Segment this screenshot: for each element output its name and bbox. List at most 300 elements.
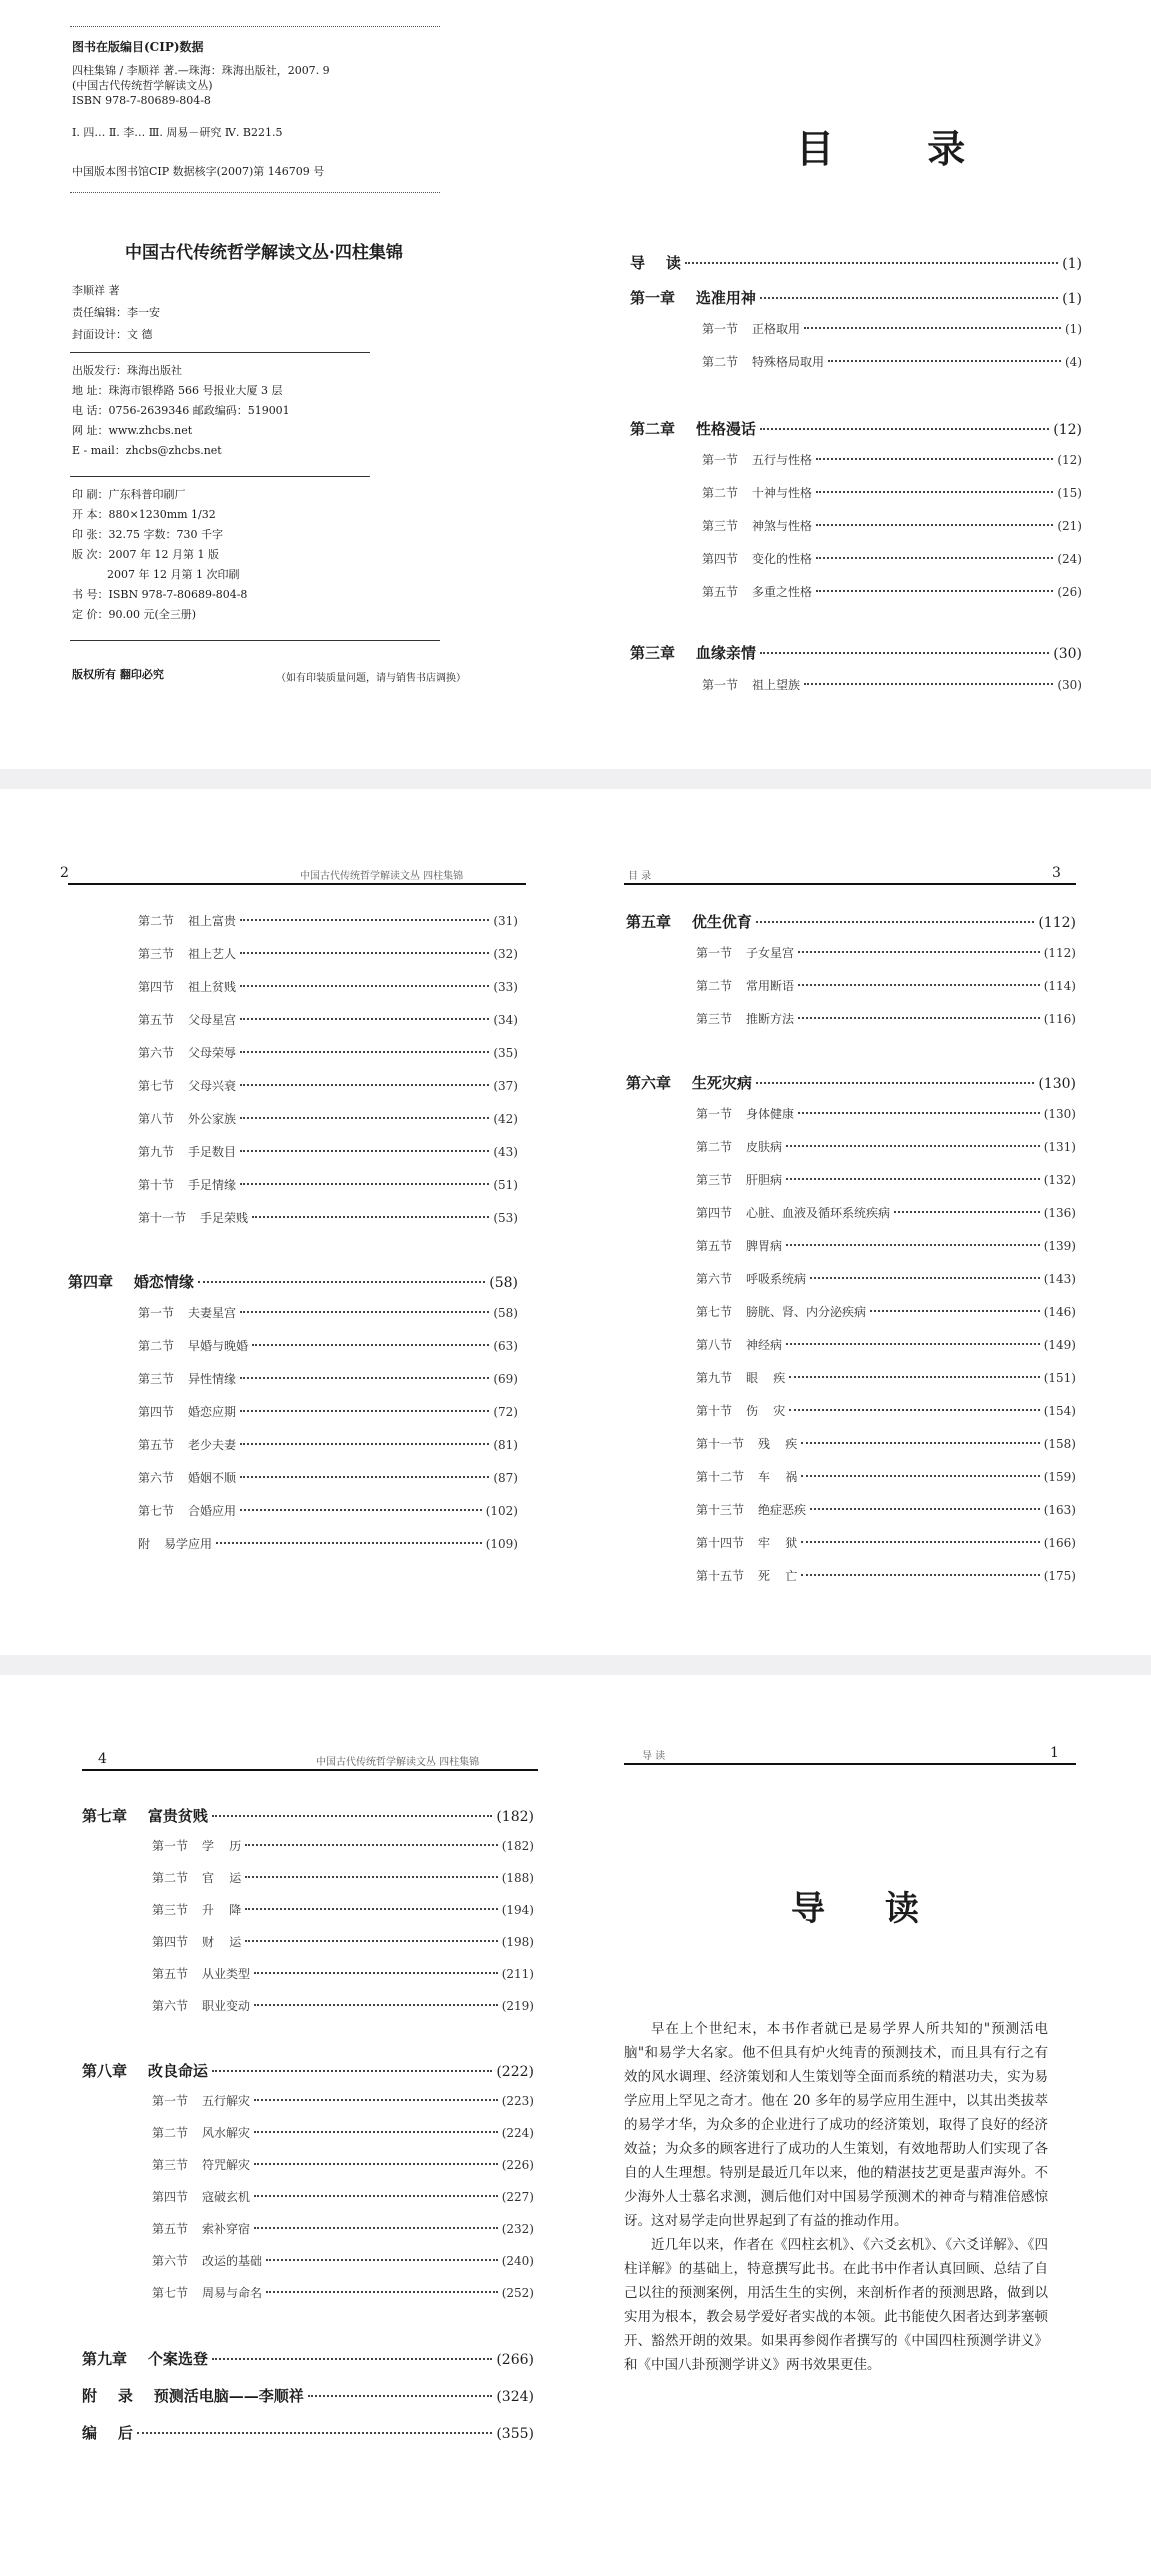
section-number: 第二节 xyxy=(152,2126,189,2140)
leader-dots xyxy=(801,1541,1039,1543)
entry-label: 第二章 性格漫话 xyxy=(630,420,756,438)
toc-section-entry xyxy=(696,1435,1076,1452)
page-ref: (149) xyxy=(1043,1338,1076,1352)
entry-title xyxy=(138,1077,236,1094)
page-ref: (51) xyxy=(493,1178,518,1192)
section-number: 第三节 xyxy=(152,1903,189,1917)
leader-dots xyxy=(804,683,1053,685)
leader-dots xyxy=(216,1542,482,1544)
entry-label: 第七章 富贵贫贱 xyxy=(82,1807,208,1825)
leader-dots xyxy=(240,1051,489,1053)
section-number: 第五节 xyxy=(152,1967,189,1981)
entry-title xyxy=(696,977,794,994)
entry-label: 多重之性格 xyxy=(752,585,813,599)
toc-section-entry xyxy=(696,1010,1076,1027)
entry-label: 索补穿宿 xyxy=(202,2222,251,2236)
toc-page-2 xyxy=(0,789,575,1655)
entry-label: 老少夫妻 xyxy=(188,1438,237,1452)
leader-dots xyxy=(756,921,1034,923)
toc-section-entry xyxy=(702,676,1082,693)
page-ref: (87) xyxy=(493,1471,518,1485)
entry-title xyxy=(152,1997,250,2014)
leader-dots xyxy=(798,1017,1040,1019)
entry-title xyxy=(630,287,756,308)
book-title: 中国古代传统哲学解读文丛·四柱集锦 xyxy=(125,243,403,263)
toc-section-entry xyxy=(138,1337,518,1354)
toc-section-entry xyxy=(696,1204,1076,1221)
toc-section-entry xyxy=(696,1567,1076,1584)
entry-title xyxy=(702,451,812,468)
page-ref: (4) xyxy=(1065,355,1082,369)
leader-dots xyxy=(816,524,1053,526)
section-number: 第三节 xyxy=(696,1012,733,1026)
running-header: 目 录 xyxy=(628,871,652,882)
section-number: 第二节 xyxy=(138,914,175,928)
toc-section-entry xyxy=(138,1469,518,1486)
page-ref: (43) xyxy=(493,1145,518,1159)
page-ref: (81) xyxy=(493,1438,518,1452)
entry-label: 职业变动 xyxy=(202,1999,251,2013)
leader-dots xyxy=(240,1476,489,1478)
page-ref: (182) xyxy=(501,1839,534,1853)
page-ref: (136) xyxy=(1043,1206,1076,1220)
entry-label: 祖上富贵 xyxy=(188,914,237,928)
leader-dots xyxy=(245,1876,497,1878)
leader-dots xyxy=(240,1410,489,1412)
toc-section-entry xyxy=(152,1901,534,1918)
spread-2 xyxy=(0,789,1151,1655)
toc-section-entry xyxy=(152,2284,534,2301)
entry-title xyxy=(702,353,824,370)
toc-section-entry xyxy=(138,1044,518,1061)
section-number: 第一节 xyxy=(702,322,739,336)
entry-label: 婚恋应期 xyxy=(188,1405,237,1419)
entry-label: 眼 疾 xyxy=(746,1371,786,1385)
leader-dots xyxy=(240,1018,489,1020)
leader-dots xyxy=(798,984,1040,986)
toc-section-entry xyxy=(702,320,1082,337)
entry-title xyxy=(630,252,681,273)
page-ref: (32) xyxy=(493,947,518,961)
toc-section-entry xyxy=(152,2156,534,2173)
cip-header: 图书在版编目(CIP)数据 xyxy=(72,40,204,54)
leader-dots xyxy=(212,2358,492,2360)
entry-label: 祖上望族 xyxy=(752,678,801,692)
page-ref: (224) xyxy=(501,2126,534,2140)
entry-title xyxy=(138,1370,236,1387)
page-ref: (194) xyxy=(501,1903,534,1917)
section-number: 第十四节 xyxy=(696,1536,745,1550)
toc-chapter-entry xyxy=(82,2422,534,2443)
leader-dots xyxy=(816,458,1053,460)
entry-label: 编 后 xyxy=(82,2424,133,2442)
entry-label: 手足情缘 xyxy=(188,1178,237,1192)
toc-section-entry xyxy=(702,353,1082,370)
leader-dots xyxy=(789,1409,1039,1411)
page-number: 1 xyxy=(1050,1745,1059,1761)
entry-title xyxy=(696,1336,782,1353)
print-line: 2007 年 12 月第 1 次印刷 xyxy=(72,568,240,581)
page-ref: (151) xyxy=(1043,1371,1076,1385)
leader-dots xyxy=(804,327,1061,329)
toc-section-entry xyxy=(696,1336,1076,1353)
entry-title xyxy=(630,642,756,663)
entry-title xyxy=(696,1534,797,1551)
page-ref: (226) xyxy=(501,2158,534,2172)
page-ref: (166) xyxy=(1043,1536,1076,1550)
entry-title xyxy=(702,676,800,693)
leader-dots xyxy=(240,1509,482,1511)
toc-section-entry xyxy=(152,2092,534,2109)
toc-chapter-entry xyxy=(630,642,1082,663)
toc-section-entry xyxy=(696,1171,1076,1188)
entry-label: 外公家族 xyxy=(188,1112,237,1126)
entry-title xyxy=(138,1110,236,1127)
leader-dots xyxy=(760,428,1049,430)
entry-label: 心脏、血液及循环系统疾病 xyxy=(746,1206,891,1220)
toc-section-entry xyxy=(152,2124,534,2141)
section-number: 第五节 xyxy=(702,585,739,599)
toc-section-entry xyxy=(696,1534,1076,1551)
page-ref: (12) xyxy=(1053,422,1082,438)
section-number: 第三节 xyxy=(702,519,739,533)
page-ref: (227) xyxy=(501,2190,534,2204)
leader-dots xyxy=(786,1244,1040,1246)
section-number: 第六节 xyxy=(138,1471,175,1485)
leader-dots xyxy=(212,1815,492,1817)
leader-dots xyxy=(786,1178,1040,1180)
entry-title xyxy=(82,2422,133,2443)
entry-title xyxy=(702,484,812,501)
leader-dots xyxy=(801,1442,1039,1444)
toc-page-3 xyxy=(576,789,1151,1655)
entry-title xyxy=(702,320,800,337)
entry-label: 呼吸系统病 xyxy=(746,1272,807,1286)
toc-chapter-entry xyxy=(630,287,1082,308)
entry-label: 五行解灾 xyxy=(202,2094,251,2108)
entry-title xyxy=(82,1805,208,1826)
toc-chapter-entry xyxy=(626,911,1076,932)
toc-section-entry xyxy=(696,1369,1076,1386)
section-number: 第四节 xyxy=(138,980,175,994)
section-number: 第五节 xyxy=(696,1239,733,1253)
page-ref: (26) xyxy=(1057,585,1082,599)
entry-label: 变化的性格 xyxy=(752,552,813,566)
intro-page xyxy=(576,1675,1151,2575)
page-ref: (130) xyxy=(1043,1107,1076,1121)
toc-section-entry xyxy=(696,1402,1076,1419)
toc-chapter-entry xyxy=(82,2348,534,2369)
toc-section-entry xyxy=(696,1501,1076,1518)
leader-dots xyxy=(308,2395,493,2397)
entry-label: 第五章 优生优育 xyxy=(626,913,752,931)
page-ref: (72) xyxy=(493,1405,518,1419)
section-number: 第九节 xyxy=(138,1145,175,1159)
page-ref: (158) xyxy=(1043,1437,1076,1451)
section-number: 第一节 xyxy=(152,2094,189,2108)
entry-title xyxy=(696,1567,797,1584)
spread-3 xyxy=(0,1675,1151,2575)
entry-label: 特殊格局取用 xyxy=(752,355,825,369)
page-ref: (58) xyxy=(489,1275,518,1291)
entry-title xyxy=(138,912,236,929)
page-ref: (355) xyxy=(496,2426,534,2442)
toc-chapter-entry xyxy=(82,2385,534,2406)
page-number: 4 xyxy=(98,1751,107,1767)
entry-title xyxy=(138,1176,236,1193)
entry-label: 牢 狱 xyxy=(758,1536,798,1550)
entry-label: 第三章 血缘亲情 xyxy=(630,644,756,662)
page-ref: (146) xyxy=(1043,1305,1076,1319)
page-ref: (1) xyxy=(1065,322,1082,336)
entry-title xyxy=(696,1171,782,1188)
entry-title xyxy=(696,1204,890,1221)
section-number: 第十节 xyxy=(696,1404,733,1418)
entry-label: 十神与性格 xyxy=(752,486,813,500)
leader-dots xyxy=(254,2227,498,2229)
entry-label: 第八章 改良命运 xyxy=(82,2062,208,2080)
leader-dots xyxy=(212,2070,492,2072)
page-ref: (223) xyxy=(501,2094,534,2108)
page-ref: (109) xyxy=(485,1537,518,1551)
entry-label: 常用断语 xyxy=(746,979,795,993)
page-ref: (163) xyxy=(1043,1503,1076,1517)
section-number: 第五节 xyxy=(138,1438,175,1452)
entry-title xyxy=(696,1501,806,1518)
section-number: 第三节 xyxy=(152,2158,189,2172)
rights-notice: 版权所有 翻印必究 xyxy=(72,668,164,681)
entry-title xyxy=(138,1143,236,1160)
toc-chapter-entry xyxy=(82,1805,534,1826)
leader-dots xyxy=(245,1908,497,1910)
page-ref: (21) xyxy=(1057,519,1082,533)
toc-page-4 xyxy=(0,1675,575,2575)
leader-dots xyxy=(789,1376,1039,1378)
page-ref: (143) xyxy=(1043,1272,1076,1286)
cip-line: 四柱集锦 / 李顺祥 著.—珠海：珠海出版社，2007. 9 xyxy=(72,64,330,77)
entry-title xyxy=(696,1010,794,1027)
entry-label: 官 运 xyxy=(202,1871,242,1885)
running-header: 中国古代传统哲学解读文丛 四柱集锦 xyxy=(300,871,464,882)
toc-section-entry xyxy=(138,945,518,962)
toc-section-entry xyxy=(138,1304,518,1321)
page-ref: (240) xyxy=(501,2254,534,2268)
entry-label: 神煞与性格 xyxy=(752,519,813,533)
cip-line: 中国版本图书馆CIP 数据核字(2007)第 146709 号 xyxy=(72,165,325,178)
page-ref: (35) xyxy=(493,1046,518,1060)
toc-section-entry xyxy=(138,1110,518,1127)
page-ref: (159) xyxy=(1043,1470,1076,1484)
page-ref: (69) xyxy=(493,1372,518,1386)
section-number: 第四节 xyxy=(152,1935,189,1949)
entry-label: 手足荣贱 xyxy=(200,1211,249,1225)
leader-dots xyxy=(254,1972,498,1974)
toc-section-entry xyxy=(138,1502,518,1519)
entry-title xyxy=(152,2188,250,2205)
entry-label: 周易与命名 xyxy=(202,2286,263,2300)
entry-title xyxy=(696,1138,782,1155)
entry-title xyxy=(152,2252,262,2269)
entry-label: 符咒解灾 xyxy=(202,2158,251,2172)
page-ref: (33) xyxy=(493,980,518,994)
toc-section-entry xyxy=(138,978,518,995)
toc-section-entry xyxy=(696,1138,1076,1155)
page-ref: (24) xyxy=(1057,552,1082,566)
entry-label: 风水解灾 xyxy=(202,2126,251,2140)
leader-dots xyxy=(266,2291,498,2293)
page-ref: (132) xyxy=(1043,1173,1076,1187)
page-ref: (252) xyxy=(501,2286,534,2300)
entry-title xyxy=(152,1965,250,1982)
entry-title xyxy=(138,978,236,995)
entry-label: 皮肤病 xyxy=(746,1140,783,1154)
running-header: 导 读 xyxy=(642,1751,666,1762)
page-ref: (188) xyxy=(501,1871,534,1885)
entry-label: 绝症恶疾 xyxy=(758,1503,807,1517)
section-number: 第十五节 xyxy=(696,1569,745,1583)
print-line: 印 张：32.75 字数：730 千字 xyxy=(72,528,223,541)
page-ref: (154) xyxy=(1043,1404,1076,1418)
page-ref: (102) xyxy=(485,1504,518,1518)
entry-label: 导 读 xyxy=(630,254,681,272)
section-number: 第七节 xyxy=(696,1305,733,1319)
section-number: 第二节 xyxy=(702,486,739,500)
page-ref: (30) xyxy=(1053,646,1082,662)
entry-label: 膀胱、肾、内分泌疾病 xyxy=(746,1305,867,1319)
entry-title xyxy=(152,1869,241,1886)
section-number: 第十三节 xyxy=(696,1503,745,1517)
leader-dots xyxy=(870,1310,1040,1312)
leader-dots xyxy=(816,491,1053,493)
page-ref: (131) xyxy=(1043,1140,1076,1154)
page-ref: (112) xyxy=(1038,915,1076,931)
section-number: 第三节 xyxy=(696,1173,733,1187)
section-number: 第六节 xyxy=(152,1999,189,2013)
entry-label: 附 录 预测活电脑——李顺祥 xyxy=(82,2387,304,2405)
entry-title xyxy=(138,1304,236,1321)
page-ref: (53) xyxy=(493,1211,518,1225)
entry-label: 合婚应用 xyxy=(188,1504,237,1518)
section-number: 第二节 xyxy=(152,1871,189,1885)
page-ref: (15) xyxy=(1057,486,1082,500)
toc-section-entry xyxy=(696,1270,1076,1287)
page-number: 3 xyxy=(1052,865,1061,881)
toc-section-entry xyxy=(152,2188,534,2205)
page-ref: (30) xyxy=(1057,678,1082,692)
section-number: 第四节 xyxy=(702,552,739,566)
leader-dots xyxy=(828,360,1061,362)
page-ref: (232) xyxy=(501,2222,534,2236)
leader-dots xyxy=(245,1844,497,1846)
leader-dots xyxy=(137,2432,492,2434)
pub-line: 电 话：0756-2639346 邮政编码：519001 xyxy=(72,404,290,417)
toc-section-entry xyxy=(138,1143,518,1160)
page-ref: (219) xyxy=(501,1999,534,2013)
entry-title xyxy=(152,2220,250,2237)
entry-title xyxy=(696,1237,782,1254)
toc-title: 目 录 xyxy=(796,126,1006,171)
page-ref: (1) xyxy=(1062,291,1082,307)
entry-title xyxy=(138,1469,236,1486)
page-ref: (114) xyxy=(1043,979,1076,993)
entry-label: 升 降 xyxy=(202,1903,242,1917)
leader-dots xyxy=(254,2195,498,2197)
print-line: 书 号：ISBN 978-7-80689-804-8 xyxy=(72,588,248,601)
page-ref: (266) xyxy=(496,2352,534,2368)
toc-section-entry xyxy=(702,517,1082,534)
page-ref: (58) xyxy=(493,1306,518,1320)
spread-1 xyxy=(0,0,1151,769)
section-number: 第十一节 xyxy=(138,1211,187,1225)
section-number: 第十一节 xyxy=(696,1437,745,1451)
page-ref: (12) xyxy=(1057,453,1082,467)
toc-section-entry xyxy=(138,1077,518,1094)
leader-dots xyxy=(801,1574,1039,1576)
toc-section-entry xyxy=(152,1965,534,1982)
entry-label: 第四章 婚恋情缘 xyxy=(68,1273,194,1291)
section-number: 第三节 xyxy=(138,947,175,961)
entry-label: 易学应用 xyxy=(164,1537,213,1551)
leader-dots xyxy=(810,1508,1040,1510)
toc-section-entry xyxy=(152,1933,534,1950)
pub-line: 出版发行：珠海出版社 xyxy=(72,364,182,377)
entry-label: 车 祸 xyxy=(758,1470,798,1484)
page-ref: (37) xyxy=(493,1079,518,1093)
section-number: 第八节 xyxy=(138,1112,175,1126)
entry-title xyxy=(82,2348,208,2369)
toc-page-1 xyxy=(576,0,1151,769)
cip-line: (中国古代传统哲学解读文丛) xyxy=(72,79,213,92)
entry-label: 早婚与晚婚 xyxy=(188,1339,249,1353)
toc-section-entry xyxy=(702,550,1082,567)
page-ref: (63) xyxy=(493,1339,518,1353)
entry-title xyxy=(138,945,236,962)
entry-title xyxy=(138,1403,236,1420)
intro-body xyxy=(624,2017,1048,2377)
entry-title xyxy=(138,1209,248,1226)
entry-title xyxy=(152,1901,241,1918)
leader-dots xyxy=(254,2131,498,2133)
entry-title xyxy=(82,2385,304,2406)
print-line: 定 价：90.00 元(全三册) xyxy=(72,608,197,621)
entry-title xyxy=(138,1011,236,1028)
credit-line: 责任编辑：李一安 xyxy=(72,306,160,319)
entry-label: 学 历 xyxy=(202,1839,242,1853)
leader-dots xyxy=(240,1183,489,1185)
entry-label: 夫妻星宫 xyxy=(188,1306,237,1320)
entry-title xyxy=(696,1468,797,1485)
toc-section-entry xyxy=(138,1176,518,1193)
toc-chapter-entry xyxy=(68,1271,518,1292)
toc-section-entry xyxy=(152,2252,534,2269)
toc-section-entry xyxy=(138,912,518,929)
page-ref: (175) xyxy=(1043,1569,1076,1583)
leader-dots xyxy=(798,951,1040,953)
page-ref: (139) xyxy=(1043,1239,1076,1253)
leader-dots xyxy=(756,1082,1034,1084)
toc-section-entry xyxy=(696,1303,1076,1320)
entry-title xyxy=(626,911,752,932)
entry-title xyxy=(152,2124,250,2141)
toc-section-entry xyxy=(152,1869,534,1886)
page-ref: (31) xyxy=(493,914,518,928)
entry-title xyxy=(696,1435,797,1452)
pub-line: 网 址：www.zhcbs.net xyxy=(72,424,193,437)
print-line: 开 本：880×1230mm 1/32 xyxy=(72,508,216,521)
entry-label: 财 运 xyxy=(202,1935,242,1949)
entry-label: 推断方法 xyxy=(746,1012,795,1026)
intro-paragraph: 早在上个世纪末，本书作者就已是易学界人所共知的"预测活电脑"和易学大名家。他不但具有炉火纯青的预测技术，而且具有行之有效的风水调理、经济策划和人生策划等全面而系统的精湛功夫，实为易学应用上罕见之奇才。他在 20 多年的易学应用生涯中，以其出类拔萃的易学才华，为众多的企业进行了成功的经济策划，取得了良好的经济效益；为众多的顾客进行了成功的人生策划，有效地帮助人们实现了各自的人生理想。特别是最近几年以来，他的精湛技艺更是蜚声海外。不少海外人士慕名求测，测后他们对中国易学预测术的神奇与精准倍感惊讶。这对易学走向世界起到了有益的推动作用。 xyxy=(624,2021,1048,2229)
